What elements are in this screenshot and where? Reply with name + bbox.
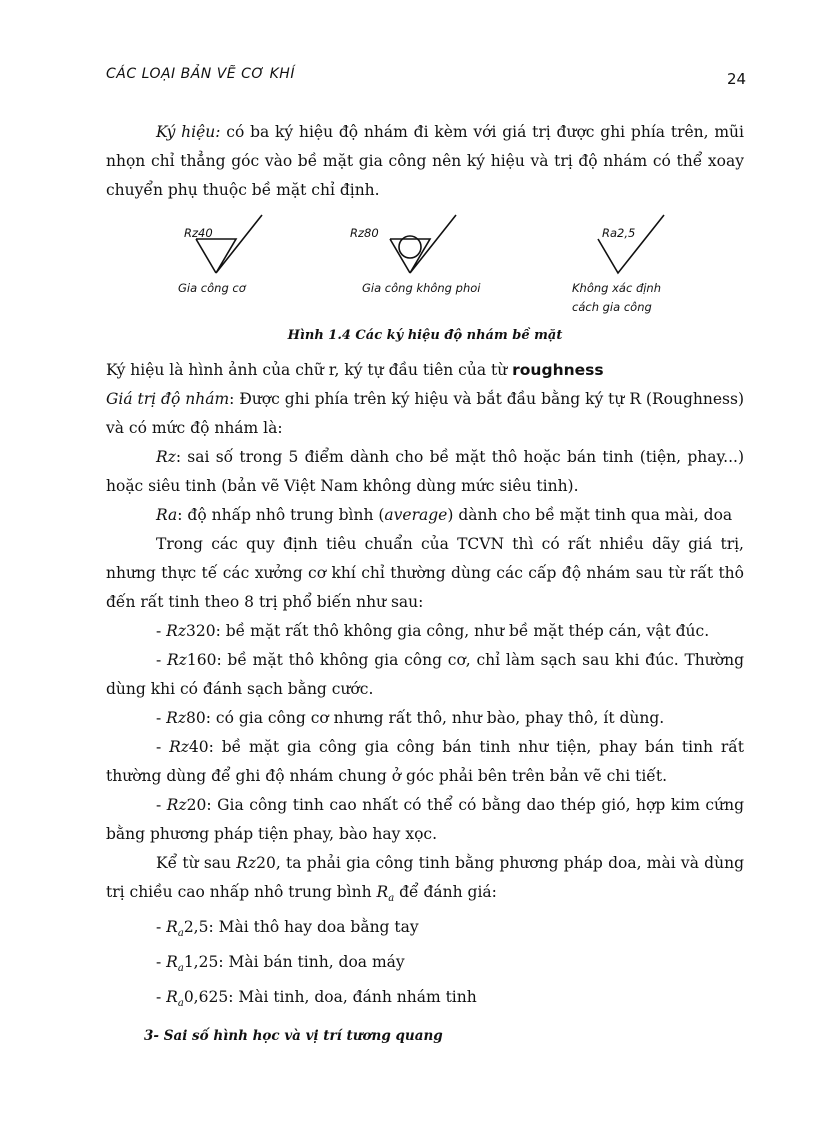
list-item-text: : Mài bán tinh, doa máy: [218, 953, 405, 972]
list-item-value: 20: [186, 796, 207, 814]
list-item-label: R: [166, 953, 178, 972]
after-rz-label: Rz: [236, 854, 257, 872]
after-rz-value: 20: [256, 854, 276, 872]
symbol-2-value: Rz80: [350, 226, 379, 240]
list-item-label: Rz: [166, 796, 187, 814]
list-item-prefix: -: [156, 918, 167, 937]
symbol-note-text: Ký hiệu là hình ảnh của chữ r, ký tự đầu tiên của từ: [106, 361, 513, 379]
list-item-sub: a: [177, 928, 184, 940]
section-heading: 3- Sai số hình học và vị trí tương quang: [144, 1028, 443, 1045]
intro-paragraph: [106, 118, 744, 205]
list-item: [106, 733, 744, 791]
list-item-text: : bề mặt gia công gia công bán tinh như tiện, phay bán tinh rất thường dùng để ghi độ nhám chung ở góc phải bên trên bản vẽ chi tiết.: [106, 738, 744, 785]
list-item-label: R: [166, 918, 178, 937]
list-item-text: : Gia công tinh cao nhất có thể có bằng dao thép gió, hợp kim cứng bằng phương pháp tiện phay, bào hay xọc.: [106, 796, 745, 843]
list-item-value: 40: [188, 738, 209, 756]
after-rz-text-1: Kể từ sau: [156, 854, 237, 872]
symbol-3-caption-line1: Không xác định: [572, 281, 662, 295]
roughness-symbols-figure: [106, 213, 744, 317]
after-rz-ra-label: R: [376, 883, 389, 901]
ra-definition-italic: average: [384, 506, 448, 524]
list-item-value: 2,5: [183, 918, 209, 937]
after-rz-text-2: , ta phải gia công tinh bằng phương pháp doa, mài và dùng trị chiều cao nhấp nhô trung bình: [106, 854, 744, 901]
list-item-sub: a: [177, 963, 184, 975]
ra-definition-text-2: ) dành cho bề mặt tinh qua mài, doa: [447, 506, 733, 524]
roughness-symbol-no-chip-icon: [376, 213, 466, 281]
list-item-prefix: -: [156, 988, 167, 1007]
list-item-prefix: -: [156, 796, 167, 814]
symbol-3-caption-line2: cách gia công: [572, 300, 652, 314]
list-item-label: Rz: [166, 622, 187, 640]
list-item: [106, 646, 744, 704]
list-item-value: 1,25: [183, 953, 219, 972]
after-rz-paragraph: [106, 849, 744, 913]
symbol-1-caption: Gia công cơ: [178, 281, 246, 295]
symbol-note-bold: roughness: [512, 361, 604, 379]
list-item: [106, 791, 744, 849]
ra-definition: [106, 501, 744, 530]
after-rz-text-3: để đánh giá:: [394, 883, 497, 901]
list-item-sub: a: [177, 998, 184, 1010]
list-item-prefix: -: [156, 651, 167, 669]
symbol-note: [106, 356, 744, 385]
list-item-text: : Mài thô hay doa bằng tay: [208, 918, 419, 937]
list-item-label: Rz: [169, 738, 189, 756]
ra-definition-text-1: : độ nhấp nhô trung bình (: [177, 506, 385, 524]
symbol-3-value: Ra2,5: [602, 226, 636, 240]
list-item-label: Rz: [167, 651, 187, 669]
list-item: [106, 704, 744, 733]
list-item-prefix: -: [156, 738, 170, 756]
value-intro-paragraph: [106, 385, 744, 443]
value-intro-label: Giá trị độ nhám: [106, 390, 230, 408]
ra-definition-label: Ra: [156, 506, 178, 524]
list-item-value: 80: [186, 709, 206, 727]
list-item-value: 320: [186, 622, 216, 640]
list-item: [106, 948, 744, 983]
list-item-text: : Mài tinh, doa, đánh nhám tinh: [228, 988, 477, 1007]
list-item-prefix: -: [156, 622, 167, 640]
symbol-1-value: Rz40: [184, 226, 213, 240]
rz-definition-text: : sai số trong 5 điểm dành cho bề mặt thô hoặc bán tinh (tiện, phay...) hoặc siêu tinh (bản vẽ Việt Nam không dùng mức siêu tinh).: [106, 448, 744, 495]
list-item-prefix: -: [156, 953, 167, 972]
intro-text: có ba ký hiệu độ nhám đi kèm với giá trị được ghi phía trên, mũi nhọn chỉ thẳng góc vào bề mặt gia công nên ký hiệu và trị độ nhám có thể xoay chuyển phụ thuộc bề mặt chỉ định.: [106, 123, 744, 199]
list-item-text: : bề mặt rất thô không gia công, như bề mặt thép cán, vật đúc.: [215, 622, 710, 640]
standards-paragraph: Trong các quy định tiêu chuẩn của TCVN thì có rất nhiều dãy giá trị, nhưng thực tế các xưởng cơ khí chỉ thường dùng các cấp độ nhám sau từ rất thô đến rất tinh theo 8 trị phổ biến như sau:: [106, 535, 744, 611]
list-item-text: : có gia công cơ nhưng rất thô, như bào, phay thô, ít dùng.: [205, 709, 665, 727]
list-item: [106, 983, 744, 1018]
rz-definition-label: Rz: [156, 448, 176, 466]
rz-definition: [106, 443, 744, 501]
list-item-value: 0,625: [183, 988, 229, 1007]
list-item-prefix: -: [156, 709, 167, 727]
running-header-title: CÁC LOẠI BẢN VẼ CƠ KHÍ: [106, 66, 295, 82]
list-item-text: : bề mặt thô không gia công cơ, chỉ làm sạch sau khi đúc. Thường dùng khi có đánh sạch bằng cước.: [106, 651, 744, 698]
list-item: [106, 913, 744, 948]
intro-label: Ký hiệu:: [156, 123, 221, 141]
list-item-label: R: [166, 988, 178, 1007]
after-rz-ra-sub: a: [388, 893, 395, 905]
value-intro-text: : Được ghi phía trên ký hiệu và bắt đầu bằng ký tự R (Roughness) và có mức độ nhám là:: [106, 390, 744, 437]
symbol-2-caption: Gia công không phoi: [362, 281, 481, 295]
page-number: 24: [727, 70, 747, 88]
list-item: [106, 617, 744, 646]
list-item-value: 160: [186, 651, 217, 669]
list-item-label: Rz: [166, 709, 187, 727]
figure-caption: Hình 1.4 Các ký hiệu độ nhám bề mặt: [287, 328, 563, 343]
page-body: [106, 118, 744, 1051]
